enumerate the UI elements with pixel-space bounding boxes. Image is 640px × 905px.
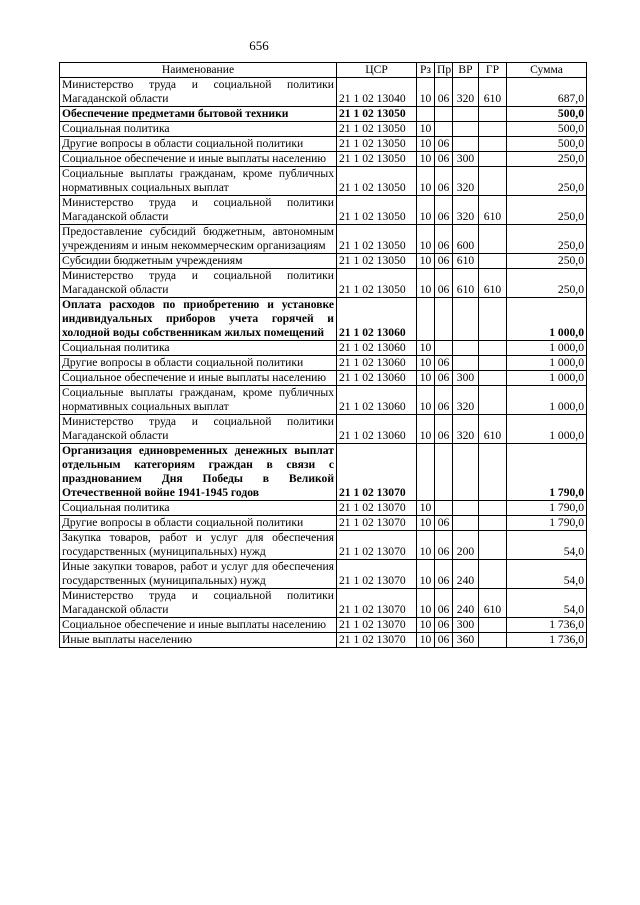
table-row xyxy=(60,560,587,589)
cell-pr xyxy=(435,122,453,137)
cell-sum: 1 000,0 xyxy=(507,341,587,356)
cell-gr xyxy=(479,167,507,196)
cell-csr: 21 1 02 13050 xyxy=(337,122,417,137)
cell-gr xyxy=(479,386,507,415)
cell-sum: 500,0 xyxy=(507,107,587,122)
cell-name: Социальное обеспечение и иные выплаты населению xyxy=(60,152,337,167)
cell-name: Обеспечение предметами бытовой техники xyxy=(60,107,337,122)
cell-csr: 21 1 02 13050 xyxy=(337,196,417,225)
cell-sum: 54,0 xyxy=(507,560,587,589)
cell-gr xyxy=(479,107,507,122)
cell-pr: 06 xyxy=(435,633,453,648)
cell-rz: 10 xyxy=(417,516,435,531)
cell-rz: 10 xyxy=(417,415,435,444)
cell-gr xyxy=(479,618,507,633)
cell-sum: 250,0 xyxy=(507,254,587,269)
table-row xyxy=(60,415,587,444)
cell-vr: 320 xyxy=(453,167,479,196)
cell-pr: 06 xyxy=(435,167,453,196)
cell-name: Оплата расходов по приобретению и установке индивидуальных приборов учета горячей и холодной воды собственникам жилых помещений xyxy=(60,298,337,341)
cell-vr: 320 xyxy=(453,78,479,107)
cell-csr: 21 1 02 13070 xyxy=(337,516,417,531)
cell-rz: 10 xyxy=(417,167,435,196)
table-row xyxy=(60,371,587,386)
cell-gr xyxy=(479,633,507,648)
cell-name: Организация единовременных денежных выплат отдельным категориям граждан в связи с празднованием Дня Победы в Великой Отечественной войне 1941-1945 годов xyxy=(60,444,337,501)
cell-sum: 1 000,0 xyxy=(507,298,587,341)
cell-sum: 1 000,0 xyxy=(507,415,587,444)
budget-table xyxy=(59,62,587,648)
cell-gr: 610 xyxy=(479,78,507,107)
cell-name: Иные закупки товаров, работ и услуг для обеспечения государственных (муниципальных) нужд xyxy=(60,560,337,589)
cell-pr: 06 xyxy=(435,78,453,107)
cell-csr: 21 1 02 13050 xyxy=(337,107,417,122)
table-row xyxy=(60,589,587,618)
cell-rz: 10 xyxy=(417,633,435,648)
cell-gr xyxy=(479,152,507,167)
cell-csr: 21 1 02 13060 xyxy=(337,298,417,341)
cell-rz xyxy=(417,107,435,122)
cell-name: Министерство труда и социальной политики Магаданской области xyxy=(60,78,337,107)
cell-pr: 06 xyxy=(435,516,453,531)
cell-name: Закупка товаров, работ и услуг для обеспечения государственных (муниципальных) нужд xyxy=(60,531,337,560)
cell-gr xyxy=(479,298,507,341)
cell-name: Социальные выплаты гражданам, кроме публичных нормативных социальных выплат xyxy=(60,167,337,196)
cell-pr: 06 xyxy=(435,254,453,269)
cell-name: Министерство труда и социальной политики Магаданской области xyxy=(60,589,337,618)
cell-name: Министерство труда и социальной политики Магаданской области xyxy=(60,269,337,298)
cell-gr xyxy=(479,225,507,254)
cell-rz: 10 xyxy=(417,560,435,589)
cell-rz: 10 xyxy=(417,371,435,386)
cell-csr: 21 1 02 13070 xyxy=(337,560,417,589)
cell-sum: 1 000,0 xyxy=(507,356,587,371)
cell-name: Субсидии бюджетным учреждениям xyxy=(60,254,337,269)
table-row xyxy=(60,386,587,415)
cell-rz: 10 xyxy=(417,531,435,560)
cell-gr xyxy=(479,371,507,386)
cell-name: Министерство труда и социальной политики Магаданской области xyxy=(60,415,337,444)
cell-pr: 06 xyxy=(435,415,453,444)
cell-vr: 320 xyxy=(453,386,479,415)
cell-vr xyxy=(453,107,479,122)
cell-csr: 21 1 02 13050 xyxy=(337,269,417,298)
table-row xyxy=(60,618,587,633)
cell-csr: 21 1 02 13060 xyxy=(337,371,417,386)
cell-rz: 10 xyxy=(417,618,435,633)
cell-vr xyxy=(453,137,479,152)
cell-pr: 06 xyxy=(435,371,453,386)
cell-gr xyxy=(479,356,507,371)
cell-rz xyxy=(417,298,435,341)
cell-csr: 21 1 02 13050 xyxy=(337,167,417,196)
cell-name: Социальная политика xyxy=(60,341,337,356)
cell-pr xyxy=(435,107,453,122)
header-sum: Сумма xyxy=(507,63,587,78)
cell-gr: 610 xyxy=(479,415,507,444)
cell-pr: 06 xyxy=(435,386,453,415)
table-row xyxy=(60,633,587,648)
cell-vr: 320 xyxy=(453,196,479,225)
cell-csr: 21 1 02 13070 xyxy=(337,633,417,648)
header-rz: Рз xyxy=(417,63,435,78)
header-name: Наименование xyxy=(60,63,337,78)
cell-rz: 10 xyxy=(417,269,435,298)
cell-rz: 10 xyxy=(417,589,435,618)
cell-csr: 21 1 02 13060 xyxy=(337,356,417,371)
cell-rz xyxy=(417,444,435,501)
cell-vr: 240 xyxy=(453,589,479,618)
cell-csr: 21 1 02 13060 xyxy=(337,415,417,444)
cell-csr: 21 1 02 13050 xyxy=(337,137,417,152)
cell-name: Другие вопросы в области социальной политики xyxy=(60,356,337,371)
table-body xyxy=(60,78,587,648)
cell-pr: 06 xyxy=(435,196,453,225)
cell-vr: 610 xyxy=(453,269,479,298)
cell-name: Иные выплаты населению xyxy=(60,633,337,648)
cell-sum: 1 790,0 xyxy=(507,501,587,516)
cell-pr xyxy=(435,444,453,501)
table-row xyxy=(60,269,587,298)
cell-gr: 610 xyxy=(479,196,507,225)
cell-sum: 1 000,0 xyxy=(507,371,587,386)
cell-rz: 10 xyxy=(417,122,435,137)
cell-rz: 10 xyxy=(417,356,435,371)
cell-csr: 21 1 02 13060 xyxy=(337,386,417,415)
cell-gr xyxy=(479,254,507,269)
cell-csr: 21 1 02 13070 xyxy=(337,444,417,501)
cell-rz: 10 xyxy=(417,386,435,415)
table-row xyxy=(60,444,587,501)
table-row xyxy=(60,78,587,107)
cell-gr xyxy=(479,516,507,531)
cell-pr xyxy=(435,341,453,356)
cell-sum: 250,0 xyxy=(507,269,587,298)
cell-name: Социальное обеспечение и иные выплаты населению xyxy=(60,618,337,633)
cell-sum: 250,0 xyxy=(507,196,587,225)
cell-vr: 320 xyxy=(453,415,479,444)
cell-name: Социальная политика xyxy=(60,122,337,137)
cell-pr: 06 xyxy=(435,225,453,254)
cell-vr xyxy=(453,516,479,531)
cell-csr: 21 1 02 13070 xyxy=(337,589,417,618)
cell-vr xyxy=(453,298,479,341)
cell-csr: 21 1 02 13050 xyxy=(337,152,417,167)
cell-gr xyxy=(479,531,507,560)
cell-pr: 06 xyxy=(435,531,453,560)
table-row xyxy=(60,167,587,196)
table-row xyxy=(60,356,587,371)
cell-pr: 06 xyxy=(435,589,453,618)
cell-vr: 300 xyxy=(453,371,479,386)
cell-pr xyxy=(435,501,453,516)
cell-vr xyxy=(453,341,479,356)
cell-rz: 10 xyxy=(417,225,435,254)
cell-rz: 10 xyxy=(417,341,435,356)
cell-vr xyxy=(453,501,479,516)
cell-gr: 610 xyxy=(479,269,507,298)
cell-vr: 300 xyxy=(453,152,479,167)
cell-csr: 21 1 02 13070 xyxy=(337,618,417,633)
cell-csr: 21 1 02 13040 xyxy=(337,78,417,107)
cell-name: Предоставление субсидий бюджетным, автономным учреждениям и иным некоммерческим организациям xyxy=(60,225,337,254)
cell-sum: 1 790,0 xyxy=(507,516,587,531)
cell-name: Министерство труда и социальной политики Магаданской области xyxy=(60,196,337,225)
table-row xyxy=(60,516,587,531)
cell-rz: 10 xyxy=(417,501,435,516)
table-row xyxy=(60,152,587,167)
table-row xyxy=(60,225,587,254)
cell-pr: 06 xyxy=(435,152,453,167)
header-vr: ВР xyxy=(453,63,479,78)
cell-vr: 240 xyxy=(453,560,479,589)
cell-csr: 21 1 02 13050 xyxy=(337,225,417,254)
cell-vr xyxy=(453,444,479,501)
cell-name: Другие вопросы в области социальной политики xyxy=(60,516,337,531)
cell-sum: 250,0 xyxy=(507,152,587,167)
cell-sum: 54,0 xyxy=(507,531,587,560)
cell-sum: 500,0 xyxy=(507,122,587,137)
table-row xyxy=(60,341,587,356)
cell-vr: 360 xyxy=(453,633,479,648)
header-pr: Пр xyxy=(435,63,453,78)
cell-sum: 54,0 xyxy=(507,589,587,618)
cell-vr: 600 xyxy=(453,225,479,254)
cell-gr xyxy=(479,444,507,501)
cell-pr: 06 xyxy=(435,137,453,152)
cell-gr xyxy=(479,560,507,589)
cell-csr: 21 1 02 13070 xyxy=(337,501,417,516)
cell-sum: 687,0 xyxy=(507,78,587,107)
cell-rz: 10 xyxy=(417,196,435,225)
cell-pr xyxy=(435,298,453,341)
cell-rz: 10 xyxy=(417,137,435,152)
cell-sum: 250,0 xyxy=(507,167,587,196)
cell-sum: 1 736,0 xyxy=(507,618,587,633)
cell-sum: 500,0 xyxy=(507,137,587,152)
cell-vr xyxy=(453,122,479,137)
table-row xyxy=(60,122,587,137)
cell-gr xyxy=(479,122,507,137)
page-number: 656 xyxy=(249,38,269,53)
cell-pr: 06 xyxy=(435,269,453,298)
cell-name: Социальные выплаты гражданам, кроме публичных нормативных социальных выплат xyxy=(60,386,337,415)
table-header xyxy=(60,63,587,78)
cell-csr: 21 1 02 13060 xyxy=(337,341,417,356)
cell-gr: 610 xyxy=(479,589,507,618)
table-row xyxy=(60,196,587,225)
cell-csr: 21 1 02 13070 xyxy=(337,531,417,560)
table-row xyxy=(60,501,587,516)
cell-pr: 06 xyxy=(435,560,453,589)
header-gr: ГР xyxy=(479,63,507,78)
cell-vr: 300 xyxy=(453,618,479,633)
cell-vr: 610 xyxy=(453,254,479,269)
cell-sum: 250,0 xyxy=(507,225,587,254)
cell-csr: 21 1 02 13050 xyxy=(337,254,417,269)
cell-gr xyxy=(479,501,507,516)
table-row xyxy=(60,107,587,122)
table-row xyxy=(60,137,587,152)
cell-pr: 06 xyxy=(435,618,453,633)
cell-name: Социальная политика xyxy=(60,501,337,516)
cell-name: Другие вопросы в области социальной политики xyxy=(60,137,337,152)
cell-gr xyxy=(479,341,507,356)
cell-rz: 10 xyxy=(417,78,435,107)
cell-gr xyxy=(479,137,507,152)
table-row xyxy=(60,531,587,560)
cell-rz: 10 xyxy=(417,254,435,269)
cell-pr: 06 xyxy=(435,356,453,371)
table-row xyxy=(60,254,587,269)
cell-sum: 1 736,0 xyxy=(507,633,587,648)
cell-rz: 10 xyxy=(417,152,435,167)
cell-name: Социальное обеспечение и иные выплаты населению xyxy=(60,371,337,386)
table-row xyxy=(60,298,587,341)
header-csr: ЦСР xyxy=(337,63,417,78)
cell-sum: 1 790,0 xyxy=(507,444,587,501)
cell-vr: 200 xyxy=(453,531,479,560)
cell-sum: 1 000,0 xyxy=(507,386,587,415)
cell-vr xyxy=(453,356,479,371)
